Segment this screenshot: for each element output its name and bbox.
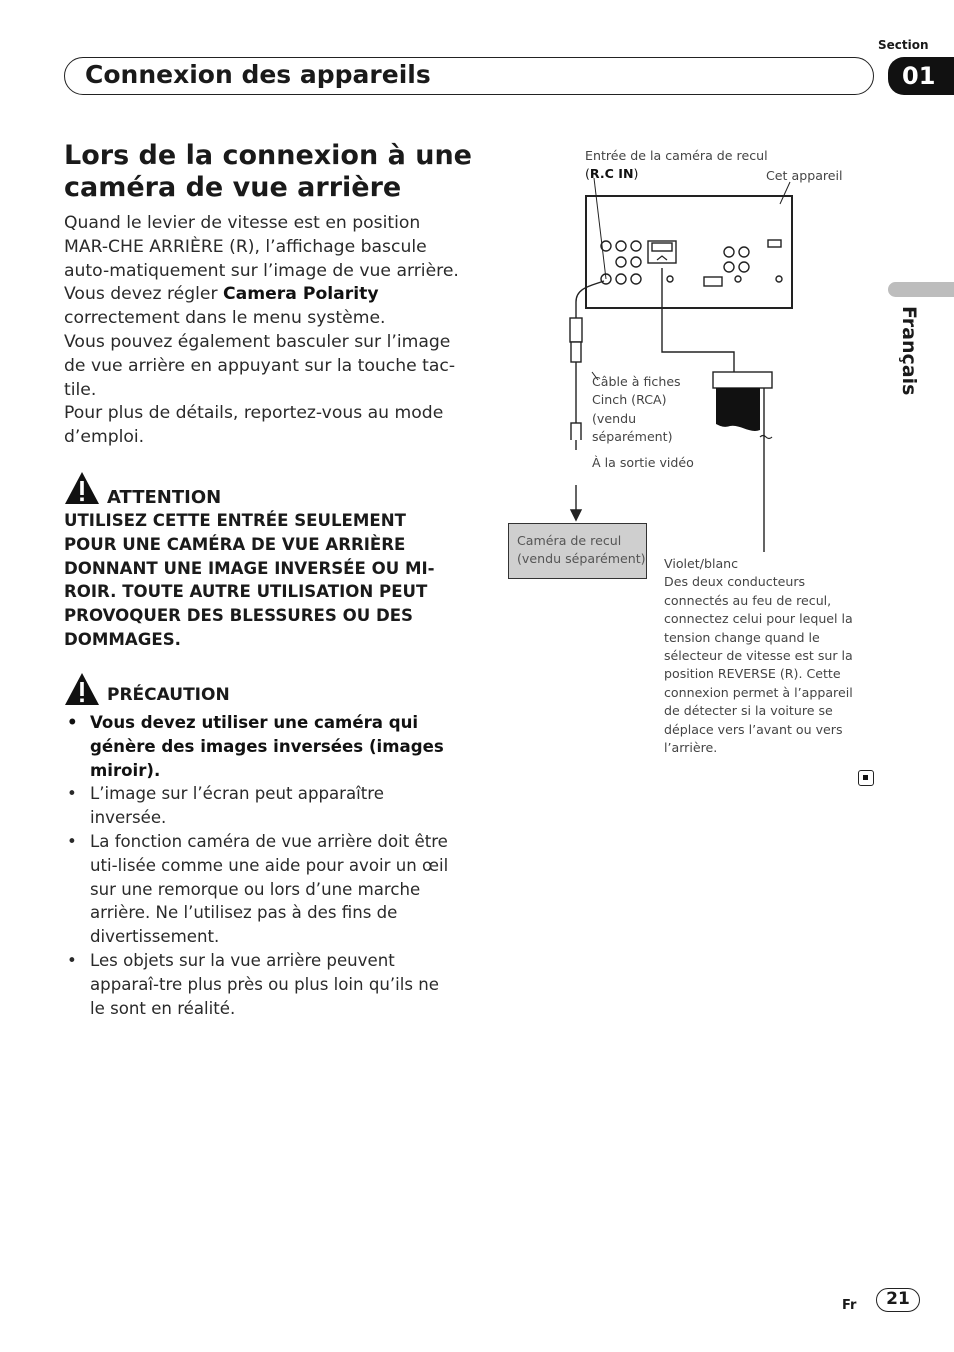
intro-p1-end: correctement dans le menu système. [64, 308, 386, 329]
intro-paragraph-2: Vous pouvez également basculer sur l’image de vue arrière en appuyant sur la touche tac-tile. [64, 331, 456, 400]
section-number-badge: 01 [888, 57, 954, 95]
video-output-label: À la sortie vidéo [592, 455, 694, 470]
rear-camera-box: Caméra de recul (vendu séparément) [508, 523, 647, 579]
rca-cable-label: Câble à fiches Cinch (RCA) (vendu séparément) [592, 374, 681, 445]
rc-input-label: Entrée de la caméra de recul [585, 148, 768, 163]
precaution-item: • Vous devez utiliser une caméra qui génère des images inversées (images miroir). [64, 711, 459, 782]
camera-polarity-term: Camera Polarity [223, 284, 379, 305]
section-label: Section [878, 38, 929, 52]
language-label [888, 302, 928, 402]
paren-close: ) [633, 166, 639, 181]
intro-p1-start: Quand le levier de vitesse est en position MAR-CHE ARRIÈRE (R), l’affichage bascule auto-matiquement sur l’image de vue arrière. Vous devez régler [64, 213, 459, 305]
language-text: Français [898, 306, 920, 396]
page-number: 21 [876, 1288, 920, 1312]
page-title: Lors de la connexion à une caméra de vue arrière [64, 140, 472, 203]
precaution-heading: PRÉCAUTION [107, 685, 230, 705]
caution-triangle-icon [64, 672, 100, 706]
intro-paragraph-1 [64, 212, 459, 331]
warning-triangle-icon [64, 471, 100, 505]
wire-harness [713, 372, 772, 388]
intro-paragraph-3: Pour plus de détails, reportez-vous au mode d’emploi. [64, 403, 444, 448]
language-tab [888, 282, 954, 297]
precaution-item: • La fonction caméra de vue arrière doit être uti-lisée comme une aide pour avoir un œil sur une remorque ou lors d’une marche arrière. Ne l’utilisez pas à des fins de divertissement. [64, 830, 459, 949]
precaution-list [64, 711, 459, 1020]
head-unit-illustration [586, 196, 792, 308]
footer-language-code: Fr [842, 1298, 857, 1313]
paren-open: ( [585, 166, 590, 181]
attention-heading: ATTENTION [107, 487, 222, 508]
rca-plug-top [570, 318, 582, 342]
rc-input-code: R.C IN [589, 166, 634, 181]
violet-wire-text: Des deux conducteurs connectés au feu de recul, connectez celui pour lequel la tension change quand le sélecteur de vitesse est sur la position REVERSE (R). Cette connexion permet à l’appareil de détecter si la voiture se déplace vers l’avant ou vers l’arrière. [664, 574, 853, 756]
violet-wire-note [664, 555, 859, 757]
unit-label: Cet appareil [766, 168, 843, 183]
end-of-section-icon [858, 770, 874, 786]
precaution-item: • L’image sur l’écran peut apparaître inversée. [64, 782, 459, 830]
attention-text: UTILISEZ CETTE ENTRÉE SEULEMENT POUR UNE CAMÉRA DE VUE ARRIÈRE DONNANT UNE IMAGE INVERSÉE OU MI-ROIR. TOUTE AUTRE UTILISATION PEUT PROVOQUER DES BLESSURES OU DES DOMMAGES. [64, 511, 435, 649]
header-title: Connexion des appareils [85, 60, 431, 89]
rc-input-code-label [585, 165, 638, 183]
violet-wire-title: Violet/blanc [664, 556, 739, 571]
rca-plug-bottom [571, 423, 581, 440]
intro-text [64, 212, 459, 450]
precaution-item: • Les objets sur la vue arrière peuvent apparaî-tre plus près ou plus loin qu’ils ne le sont en réalité. [64, 949, 459, 1020]
